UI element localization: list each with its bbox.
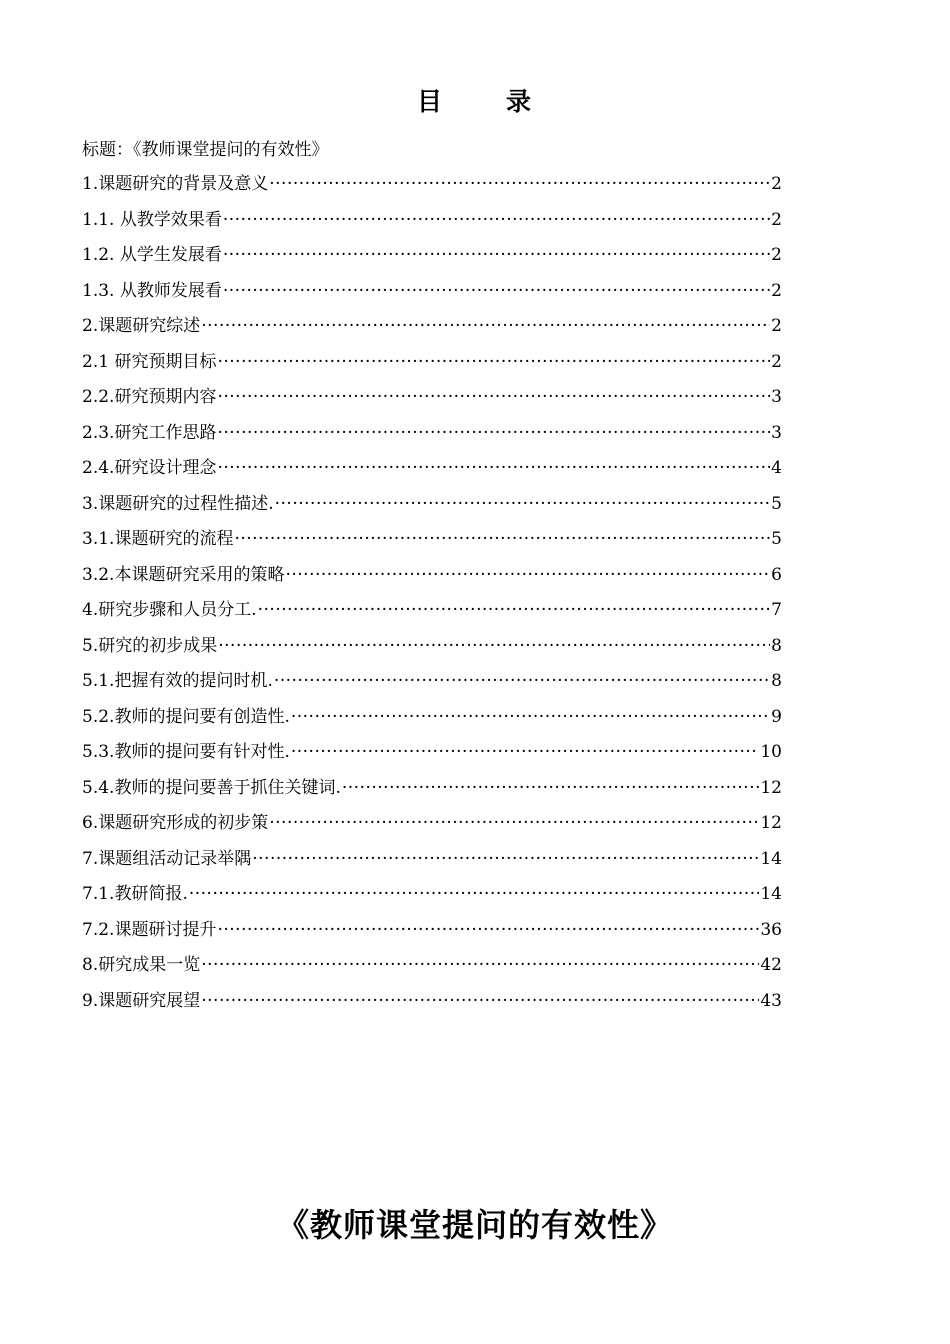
toc-entry[interactable]: [82, 953, 782, 989]
toc-leader: [269, 172, 770, 196]
toc-entry[interactable]: [82, 811, 782, 847]
toc-entry[interactable]: [82, 634, 782, 670]
document-title: 《教师课堂提问的有效性》: [276, 1206, 673, 1244]
toc-entry[interactable]: [82, 669, 782, 705]
toc-leader: [223, 208, 770, 232]
toc-entry[interactable]: [82, 172, 782, 208]
toc-entry-label: 2.课题研究综述: [82, 316, 201, 336]
toc-entry-label: 5.1.把握有效的提问时机.: [82, 671, 273, 691]
toc-leader: [217, 421, 770, 445]
toc-entry-page: 42: [760, 955, 782, 975]
toc-entry-label: 2.1 研究预期目标: [82, 351, 217, 372]
toc-leader: [217, 918, 759, 942]
toc-entry-page: 2: [771, 245, 782, 265]
toc-entry-label: 3.1.课题研究的流程: [82, 529, 234, 549]
toc-entry[interactable]: [82, 350, 782, 386]
toc-entry-page: 6: [771, 564, 782, 585]
toc-entry-page: 8: [771, 671, 782, 691]
toc-entry-label: 3.2.本课题研究采用的策略: [82, 564, 285, 585]
toc-entry-page: 14: [760, 848, 782, 869]
toc-entry[interactable]: [82, 279, 782, 315]
toc-leader: [252, 847, 759, 871]
toc-leader: [291, 705, 770, 729]
toc-entry-page: 9: [771, 706, 782, 727]
toc-heading-left: 目: [416, 87, 444, 116]
toc-entry-label: 9.课题研究展望: [82, 990, 201, 1011]
toc-entry-page: 3: [771, 422, 782, 443]
toc-entry-label: 2.3.研究工作思路: [82, 422, 217, 443]
toc-leader: [234, 527, 770, 551]
toc-entry[interactable]: [82, 208, 782, 244]
toc-leader: [201, 953, 759, 977]
toc-entry-label: 1.课题研究的背景及意义: [82, 174, 269, 194]
toc-entry-page: 12: [760, 813, 782, 833]
toc-entry-label: 8.研究成果一览: [82, 955, 201, 975]
toc-entry-label: 7.2.课题研讨提升: [82, 919, 217, 940]
toc-entry-page: 12: [760, 777, 782, 798]
toc-entry[interactable]: [82, 882, 782, 918]
toc-entry-page: 2: [771, 351, 782, 372]
toc-entry-label: 1.3. 从教师发展看: [82, 280, 222, 301]
toc-entry[interactable]: [82, 527, 782, 563]
toc-entry[interactable]: [82, 847, 782, 883]
toc-leader: [218, 634, 770, 658]
toc-heading: [0, 82, 950, 118]
toc-entry[interactable]: [82, 314, 782, 350]
toc-heading-right: 录: [506, 87, 534, 116]
toc-entry-page: 8: [771, 635, 782, 656]
toc-entry[interactable]: [82, 456, 782, 492]
toc-entry-page: 2: [771, 174, 782, 194]
toc-entry-page: 43: [760, 990, 782, 1011]
toc-leader: [285, 563, 770, 587]
toc-subject: 标题：《教师课堂提问的有效性》: [82, 140, 329, 160]
toc-entry[interactable]: [82, 989, 782, 1025]
toc-entry-page: 10: [760, 742, 782, 762]
toc-entry[interactable]: [82, 563, 782, 599]
toc-entry-page: 2: [771, 316, 782, 336]
toc-entry-label: 6.课题研究形成的初步策: [82, 813, 269, 833]
toc-entry-label: 7.课题组活动记录举隅: [82, 848, 252, 869]
toc-leader: [223, 243, 770, 267]
toc-entry[interactable]: [82, 740, 782, 776]
toc-leader: [189, 882, 760, 906]
toc-entry-label: 5.3.教师的提问要有针对性.: [82, 742, 290, 762]
toc-entry-page: 5: [771, 493, 782, 514]
toc-leader: [342, 776, 760, 800]
toc-entry[interactable]: [82, 492, 782, 528]
toc-entry-page: 14: [760, 884, 782, 904]
toc-entry-page: 7: [771, 600, 782, 620]
toc-entry-page: 2: [771, 280, 782, 301]
toc-entry-label: 2.2.研究预期内容: [82, 387, 217, 407]
toc-entry-label: 1.1. 从教学效果看: [82, 209, 222, 230]
toc-leader: [291, 740, 760, 764]
toc-entry[interactable]: [82, 705, 782, 741]
toc-list: [82, 172, 782, 1024]
toc-leader: [201, 314, 770, 338]
toc-entry-label: 3.课题研究的过程性描述.: [82, 493, 274, 514]
toc-entry[interactable]: [82, 385, 782, 421]
toc-leader: [201, 989, 759, 1013]
toc-leader: [269, 811, 759, 835]
toc-leader: [223, 279, 770, 303]
toc-entry-label: 5.4.教师的提问要善于抓住关键词.: [82, 777, 341, 798]
toc-entry[interactable]: [82, 598, 782, 634]
toc-entry[interactable]: [82, 776, 782, 812]
toc-entry-page: 3: [771, 387, 782, 407]
toc-entry[interactable]: [82, 243, 782, 279]
toc-entry-page: 5: [771, 529, 782, 549]
toc-leader: [217, 456, 770, 480]
toc-entry-label: 5.2.教师的提问要有创造性.: [82, 706, 290, 727]
toc-entry-page: 2: [771, 209, 782, 230]
toc-entry-label: 5.研究的初步成果: [82, 635, 218, 656]
toc-entry-label: 4.研究步骤和人员分工.: [82, 600, 257, 620]
toc-entry-page: 36: [760, 919, 782, 940]
toc-entry-label: 2.4.研究设计理念: [82, 458, 217, 478]
toc-entry[interactable]: [82, 421, 782, 457]
toc-entry-label: 7.1.教研简报.: [82, 884, 188, 904]
toc-entry-label: 1.2. 从学生发展看: [82, 245, 222, 265]
toc-leader: [217, 350, 770, 374]
toc-leader: [274, 669, 770, 693]
toc-leader: [217, 385, 770, 409]
toc-entry[interactable]: [82, 918, 782, 954]
toc-entry-page: 4: [771, 458, 782, 478]
toc-leader: [275, 492, 771, 516]
toc-leader: [258, 598, 771, 622]
